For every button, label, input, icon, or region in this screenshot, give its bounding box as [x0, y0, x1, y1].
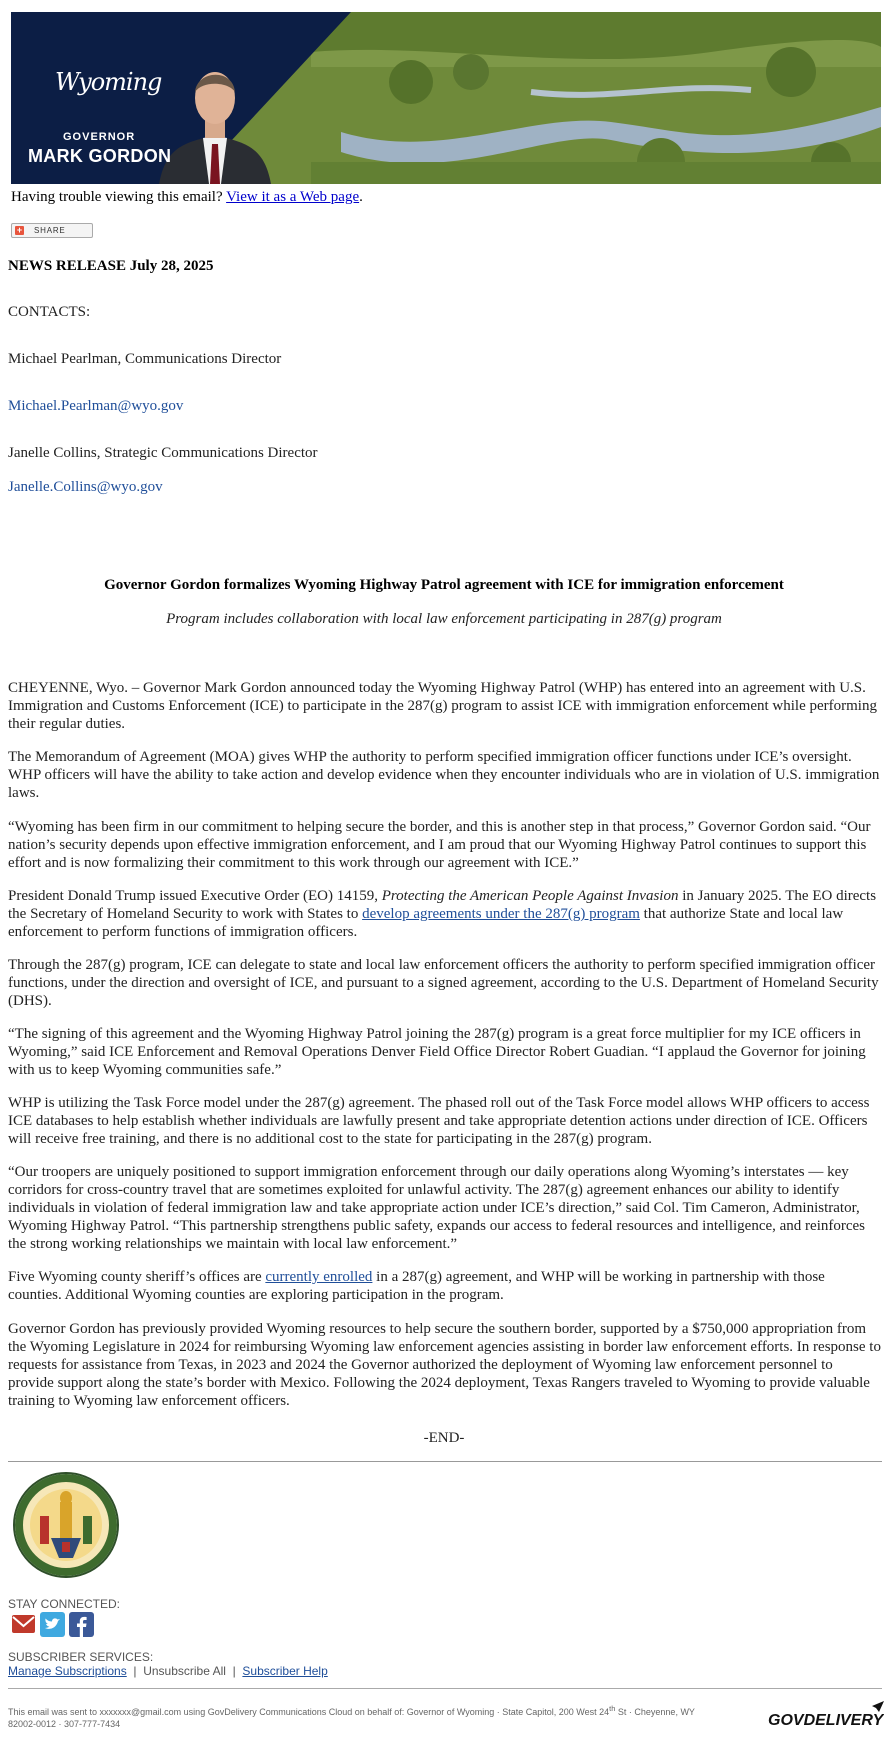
paragraph-text: President Donald Trump issued Executive Order (EO) 14159,: [8, 888, 382, 904]
body-paragraph: Through the 287(g) program, ICE can delegate to state and local law enforcement officers the authority to perform specified immigration officer functions, under the direction and oversight of ICE, and pursuant to a signed agreement, according to the U.S. Department of Homeland Security (DHS).: [8, 957, 879, 1009]
subheadline: Program includes collaboration with local law enforcement participating in 287(g) program: [166, 611, 722, 627]
paragraph-text: that authorize State and local law enforcement to perform functions of immigration officers.: [8, 906, 844, 940]
stay-connected-heading: STAY CONNECTED:: [8, 1597, 121, 1611]
view-online-line: [11, 189, 363, 206]
govdelivery-wordmark: GOVDELIVERY: [768, 1712, 884, 1729]
body-paragraph: Governor Gordon has previously provided Wyoming resources to help secure the southern border, supported by a $750,000 appropriation from the Wyoming Legislature in 2024 for reimbursing Wyoming law enforcement agencies assisting in border law enforcement efforts. In response to requests for assistance from Texas, in 2023 and 2024 the Governor authorized the deployment of Wyoming law enforcement personnel to provide support along the state’s border with Mexico. Following the 2024 deployment, Texas Rangers traveled to Wyoming to provide valuable training to Wyoming law enforcement officers.: [8, 1321, 881, 1409]
paragraph-text: in January 2025. The EO directs the Secretary of Homeland Security to work with States to: [8, 888, 877, 922]
currently-enrolled-link[interactable]: currently enrolled: [265, 1269, 373, 1285]
share-button[interactable]: [11, 223, 93, 238]
share-label: SHARE: [34, 226, 66, 235]
social-links: [11, 1612, 101, 1638]
govdelivery-logo: [768, 1700, 884, 1730]
news-release-date: NEWS RELEASE July 28, 2025: [8, 258, 214, 274]
paragraph-text: in a 287(g) agreement, and WHP will be working in partnership with those counties. Additional Wyoming counties are exploring participation in the program.: [8, 1269, 825, 1303]
287g-agreements-link[interactable]: develop agreements under the 287(g) program: [362, 906, 640, 922]
headline: Governor Gordon formalizes Wyoming Highway Patrol agreement with ICE for immigration enforcement: [104, 577, 784, 593]
governor-label: GOVERNOR: [63, 131, 136, 143]
facebook-icon[interactable]: [69, 1612, 94, 1637]
footer-text: [8, 1703, 768, 1730]
manage-subscriptions-link[interactable]: Manage Subscriptions: [8, 1664, 127, 1678]
footer-address: 82002-0012 · 307-777-7434: [8, 1719, 121, 1729]
body-paragraph: “The signing of this agreement and the Wyoming Highway Patrol joining the 287(g) program is a great force multiplier for my ICE officers in Wyoming,” said ICE Enforcement and Removal Operations Denver Field Office Director Robert Guadian. “I applaud the Governor for joining with us to keep Wyoming communities safe.”: [8, 1026, 866, 1078]
header-banner: [11, 12, 881, 184]
subscriber-help-link[interactable]: Subscriber Help: [242, 1664, 328, 1678]
unsubscribe-all-link[interactable]: Unsubscribe All: [143, 1664, 226, 1678]
view-web-page-link[interactable]: View it as a Web page: [226, 189, 360, 205]
plus-icon: +: [16, 225, 23, 235]
body-paragraph: “Our troopers are uniquely positioned to support immigration enforcement through our daily operations along Wyoming’s interstates — key corridors for cross-country travel that are sometimes exploited for unlawful activity. The 287(g) agreement enhances our ability to identify individuals in violation of federal immigration law and take appropriate action under ICE’s direction,” said Col. Tim Cameron, Administrator, Wyoming Highway Patrol. “This partnership strengthens public safety, expands our access to federal resources and intelligence, and reinforces the strong working relationships we maintain with local law enforcement.”: [8, 1164, 866, 1252]
contacts-heading: CONTACTS:: [8, 304, 91, 320]
contact-name: Michael Pearlman, Communications Director: [8, 351, 282, 367]
view-online-suffix: .: [359, 189, 363, 205]
subscriber-links: [8, 1664, 328, 1678]
footer-line: St · Cheyenne, WY: [615, 1707, 695, 1717]
contact-name: Janelle Collins, Strategic Communications Director: [8, 445, 318, 461]
great-seal-of-wyoming: [13, 1472, 119, 1578]
body-paragraph: The Memorandum of Agreement (MOA) gives WHP the authority to perform specified immigration officer functions under ICE’s oversight. WHP officers will have the ability to take action and develop evidence when they encounter individuals who are in violation of U.S. immigration laws.: [8, 749, 880, 801]
subscriber-services-heading: SUBSCRIBER SERVICES:: [8, 1650, 154, 1664]
contact-email-link[interactable]: Michael.Pearlman@wyo.gov: [8, 398, 184, 414]
body-paragraph: “Wyoming has been firm in our commitment to helping secure the border, and this is another step in that process,” Governor Gordon said. “Our nation’s security depends upon effective immigration enforcement, and I am proud that our Wyoming Highway Patrol continues to support this effort and is now formalizing their commitment to this work through our agreement with ICE.”: [8, 819, 871, 871]
link-separator: |: [133, 1664, 137, 1678]
divider: [8, 1461, 882, 1462]
footer-line: This email was sent to xxxxxxx@gmail.com using GovDelivery Communications Cloud on behalf of: Governor of Wyoming · State Capitol, 200 West 24: [8, 1707, 610, 1717]
footer-divider: [8, 1688, 882, 1689]
link-separator: |: [232, 1664, 236, 1678]
body-paragraph: WHP is utilizing the Task Force model under the 287(g) agreement. The phased roll out of the Task Force model allows WHP officers to access ICE databases to help establish whether individuals are lawfully present and take appropriate detention actions under direction of ICE. Officers will receive free training, and there is no additional cost to the state for participating in the 287(g) program.: [8, 1095, 870, 1147]
email-icon[interactable]: [11, 1612, 36, 1637]
wyoming-logo: Wyoming: [55, 68, 162, 96]
paper-plane-icon: [872, 1701, 884, 1712]
body-paragraph: [8, 1268, 882, 1304]
footer-superscript: th: [609, 1704, 616, 1713]
paragraph-text: Five Wyoming county sheriff’s offices are: [8, 1269, 266, 1285]
contact-email-link[interactable]: Janelle.Collins@wyo.gov: [8, 479, 163, 495]
end-marker: -END-: [423, 1430, 465, 1446]
twitter-icon[interactable]: [40, 1612, 65, 1637]
view-online-prefix: Having trouble viewing this email?: [11, 189, 223, 205]
executive-order-title: Protecting the American People Against Invasion: [381, 888, 679, 904]
body-paragraph: CHEYENNE, Wyo. – Governor Mark Gordon announced today the Wyoming Highway Patrol (WHP) has entered into an agreement with U.S. Immigration and Customs Enforcement (ICE) to participate in the 287(g) program to assist ICE with immigration enforcement while performing their regular duties.: [8, 680, 877, 732]
governor-name: MARK GORDON: [28, 146, 172, 166]
body-paragraph: [8, 887, 882, 941]
